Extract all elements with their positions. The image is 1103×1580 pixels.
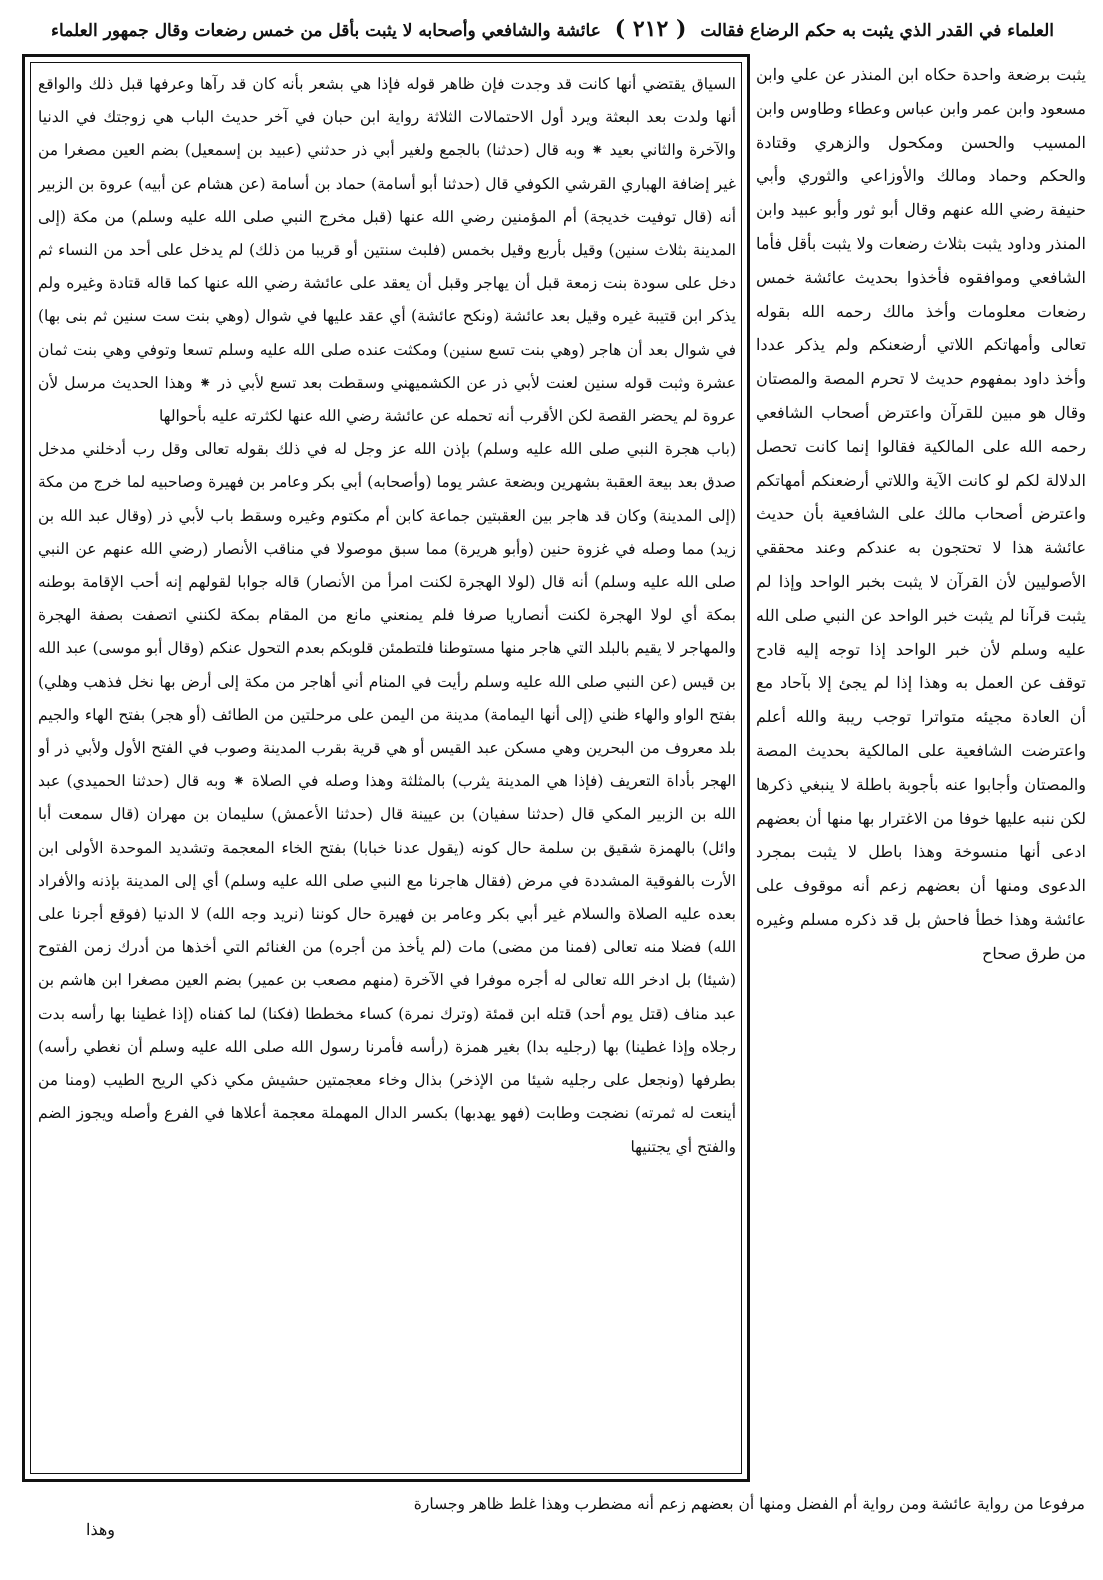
header-text-end: عائشة والشافعي وأصحابه لا يثبت بأقل من خمس رضعات وقال جمهور العلماء [50,21,601,41]
page-header [10,12,1095,46]
header-text-start: العلماء في القدر الذي يثبت به حكم الرضاع فقالت [700,21,1055,41]
main-text-block [38,68,736,1468]
footer-paragraph: مرفوعا من رواية عائشة ومن رواية أم الفضل ومنها أن بعضهم زعم أنه مضطرب وهذا غلط ظاهر وجسارة [413,1495,1085,1513]
main-paragraph: (باب هجرة النبي صلى الله عليه وسلم) بإذن الله عز وجل له في ذلك بقوله تعالى وقل رب أدخلني مدخل صدق بعد بيعة العقبة بشهرين وبضعة عشر يوما (وأصحابه) أبي بكر وعامر بن فهيرة وصاحبيه لما خرج من مكة (إلى المدينة) وكان قد هاجر بين العقبتين جماعة كابن أم مكتوم وغيره وسقط باب لأبي ذر (وقال عبد الله بن زيد) مما وصله في غزوة حنين (وأبو هريرة) مما سبق موصولا في مناقب الأنصار (رضي الله عنهم عن النبي صلى الله عليه وسلم) أنه قال (لولا الهجرة لكنت امرأ من الأنصار) قاله جوابا لقولهم إنه أحب الإقامة بوطنه بمكة أي لولا الهجرة لكنت أنصاريا صرفا فلم يمنعني مانع من المقام بمكة لكنني اتصفت بصفة الهجرة والمهاجر لا يقيم بالبلد التي هاجر منها مستوطنا فلتطمئن قلوبكم بعدم التحول عنكم (وقال أبو موسى) عبد الله بن قيس (عن النبي صلى الله عليه وسلم رأيت في المنام أني أهاجر من مكة إلى أرض بها نخل فذهب وهلي) بفتح الواو والهاء ظني (إلى أنها اليمامة) مدينة من اليمن على مرحلتين من الطائف (أو هجر) بفتح الهاء والجيم بلد معروف من البحرين وهي مسكن عبد القيس أو هي قرية بقرب المدينة وصوب في الفتح الأول ولأبي ذر أو الهجر بأداة التعريف (فإذا هي المدينة يثرب) بالمثلثة وهذا وصله في الصلاة ⁕ وبه قال (حدثنا الحميدي) عبد الله بن الزبير المكي قال (حدثنا سفيان) بن عيينة قال (حدثنا الأعمش) سليمان بن مهران (قال سمعت أبا وائل) بالهمزة شقيق بن سلمة حال كونه (يقول عدنا خبابا) بفتح الخاء المعجمة وتشديد الموحدة الأولى ابن الأرت بالفوقية المشددة في مرض (فقال هاجرنا مع النبي صلى الله عليه وسلم) أي إلى المدينة بإذنه والأفراد بعده عليه الصلاة والسلام غير أبي بكر وعامر بن فهيرة حال كوننا (نريد وجه الله) لا الدنيا (فوقع أجرنا على الله) فضلا منه تعالى (فمنا من مضى) مات (لم يأخذ من أجره) من الغنائم التي أخذها من أدرك زمن الفتوح (شيئا) بل ادخر الله تعالى له أجره موفرا في الآخرة (منهم مصعب بن عمير) بضم العين مصغرا ابن هاشم بن عبد مناف (قتل يوم أحد) قتله ابن قمئة (وترك نمرة) كساء مخططا (فكنا) لما كفناه (إذا غطينا بها رأسه بدت رجلاه وإذا غطينا) بها (رجليه بدا) بغير همزة (رأسه فأمرنا رسول الله صلى الله عليه وسلم أن نغطي رأسه) بطرفها (ونجعل على رجليه شيئا من الإذخر) بذال وخاء معجمتين حشيش مكي ذكي الريح الطيب (ومنا من أينعت له ثمرته) نضجت وطابت (فهو يهدبها) بكسر الدال المهملة معجمة أعلاها في الفرع وأصله ويجوز الضم والفتح أي يجتنيها [38,440,736,1156]
margin-commentary [756,58,1086,1478]
main-paragraph: السياق يقتضي أنها كانت قد وجدت فإن ظاهر قوله فإذا هي بشعر بأنه كان قد رآها وعرفها قبل ذلك والواقع أنها ولدت بعد البعثة ويرد أول الاحتمالات الثلاثة رواية ابن حبان في آخر حديث الباب هي زوجتك في الدنيا والآخرة والثاني بعيد ⁕ وبه قال (حدثنا) بالجمع ولغير أبي ذر حدثني (عبيد بن إسمعيل) بضم العين مصغرا من غير إضافة الهباري القرشي الكوفي قال (حدثنا أبو أسامة) حماد بن أسامة (عن هشام عن أبيه) عروة بن الزبير أنه (قال توفيت خديجة) أم المؤمنين رضي الله عنها (قبل مخرج النبي صلى الله عليه وسلم) من مكة (إلى المدينة بثلاث سنين) وقيل بأربع وقيل بخمس (فلبث سنتين أو قريبا من ذلك) لم يدخل على أحد من النساء ثم دخل على سودة بنت زمعة قبل أن يهاجر وقبل أن يعقد على عائشة رضي الله عنها كما قاله قتادة وغيره ولم يذكر ابن قتيبة غيره وقيل بعد عائشة (ونكح عائشة) أي عقد عليها في شوال (وهي بنت ست سنين ثم بنى بها) في شوال بعد أن هاجر (وهي بنت تسع سنين) ومكثت عنده صلى الله عليه وسلم تسعا وتوفي وهي بنت ثمان عشرة وثبت قوله سنين لعنت لأبي ذر عن الكشميهني وسقطت بعد تسع لأبي ذر ⁕ وهذا الحديث مرسل لأن عروة لم يحضر القصة لكن الأقرب أنه تحمله عن عائشة رضي الله عنها لكثرته عليه بأحوالها [38,75,736,426]
margin-paragraph: يثبت برضعة واحدة حكاه ابن المنذر عن علي وابن مسعود وابن عمر وابن عباس وعطاء وطاوس وابن المسيب والحسن ومكحول والزهري وقتادة والحكم وحماد ومالك والأوزاعي والثوري وأبي حنيفة رضي الله عنهم وقال أبو ثور وأبو عبيد وابن المنذر وداود يثبت بثلاث رضعات ولا يثبت بأقل فأما الشافعي وموافقوه فأخذوا بحديث عائشة خمس رضعات معلومات وأخذ مالك رحمه الله بقوله تعالى وأمهاتكم اللاتي أرضعنكم ولم يذكر عددا وأخذ داود بمفهوم حديث لا تحرم المصة والمصتان وقال هو مبين للقرآن واعترض أصحاب الشافعي رحمه الله على المالكية فقالوا إنما كانت تحصل الدلالة لكم لو كانت الآية واللاتي أرضعنكم أمهاتكم واعترض أصحاب مالك على الشافعية بأن حديث عائشة هذا لا تحتجون به عندكم وعند محققي الأصوليين لأن القرآن لا يثبت بخبر الواحد وإذا لم يثبت قرآنا لم يثبت خبر الواحد عن النبي صلى الله عليه وسلم لأن خبر الواحد إذا توجه إليه قادح توقف عن العمل به وهذا إذا لم يجئ إلا بآحاد مع أن العادة مجيئه متواترا توجب ريبة والله أعلم واعترضت الشافعية على المالكية بحديث المصة والمصتان وأجابوا عنه بأجوبة باطلة لا ينبغي ذكرها لكن ننبه عليها خوفا من الاغترار بها منها أن بعضهم ادعى أنها منسوخة وهذا باطل لا يثبت بمجرد الدعوى ومنها أن بعضهم زعم أنه موقوف على عائشة وهذا خطأ فاحش بل قد ذكره مسلم وغيره من طرق صحاح [756,65,1086,963]
page-footer-text [20,1488,1085,1558]
catchword: وهذا [86,1520,116,1539]
page-number: ( ٢١٢ ) [614,16,687,42]
